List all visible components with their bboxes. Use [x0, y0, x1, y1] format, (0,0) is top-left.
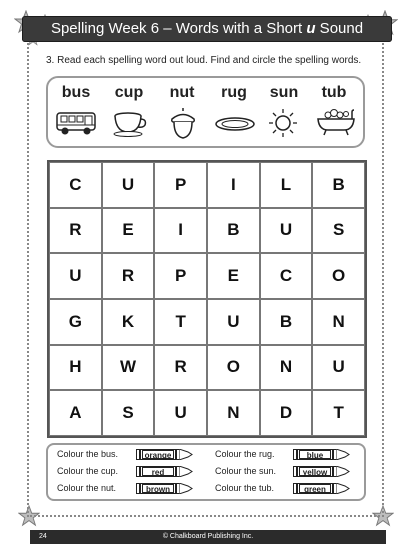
crayon-label: blue — [299, 450, 331, 459]
page-number: 24 — [39, 533, 47, 540]
word-rug: rug — [221, 84, 247, 101]
crayon-red — [136, 465, 194, 478]
grid-cell[interactable]: U — [102, 162, 155, 208]
crayon-blue — [293, 448, 351, 461]
grid-cell[interactable]: C — [49, 162, 102, 208]
grid-cell[interactable]: P — [154, 162, 207, 208]
grid-cell[interactable]: U — [49, 253, 102, 299]
grid-cell[interactable]: B — [312, 162, 365, 208]
instruction-text: 3. Read each spelling word out loud. Find and circle the spelling words. — [46, 55, 362, 66]
colour-instructions — [46, 443, 366, 501]
word-cup: cup — [114, 84, 144, 101]
grid-cell[interactable]: I — [154, 208, 207, 254]
crayon-label: orange — [142, 450, 174, 459]
crayon-label: brown — [142, 484, 174, 493]
grid-cell[interactable]: S — [312, 208, 365, 254]
cup-icon — [112, 108, 148, 138]
colour-instruction-text: Colour the bus. — [57, 449, 119, 459]
grid-cell[interactable]: K — [102, 299, 155, 345]
page-title — [22, 16, 392, 42]
grid-cell[interactable]: T — [312, 390, 365, 436]
crayon-label: yellow — [299, 467, 331, 476]
grid-cell[interactable]: S — [102, 390, 155, 436]
crayon-brown — [136, 482, 194, 495]
colour-instruction-text: Colour the tub. — [215, 483, 275, 493]
grid-cell[interactable]: R — [49, 208, 102, 254]
grid-cell[interactable]: C — [260, 253, 313, 299]
grid-cell[interactable]: R — [154, 345, 207, 391]
grid-cell[interactable]: B — [260, 299, 313, 345]
grid-cell[interactable]: W — [102, 345, 155, 391]
crayon-green — [293, 482, 351, 495]
grid-cell[interactable]: D — [260, 390, 313, 436]
crayon-label: red — [142, 467, 174, 476]
grid-cell[interactable]: O — [312, 253, 365, 299]
word-search-grid — [47, 160, 367, 438]
grid-cell[interactable]: U — [260, 208, 313, 254]
grid-cell[interactable]: U — [312, 345, 365, 391]
grid-cell[interactable]: U — [154, 390, 207, 436]
sun-icon — [266, 108, 300, 142]
grid-cell[interactable]: G — [49, 299, 102, 345]
colour-instruction-text: Colour the nut. — [57, 483, 117, 493]
grid-cell[interactable]: I — [207, 162, 260, 208]
title-letter: u — [306, 20, 316, 37]
grid-cell[interactable]: B — [207, 208, 260, 254]
grid-cell[interactable]: N — [207, 390, 260, 436]
tub-icon — [314, 108, 358, 138]
word-nut: nut — [169, 84, 195, 101]
grid-cell[interactable]: H — [49, 345, 102, 391]
grid-cell[interactable]: P — [154, 253, 207, 299]
word-bank — [46, 76, 365, 148]
grid-cell[interactable]: R — [102, 253, 155, 299]
grid-cell[interactable]: N — [312, 299, 365, 345]
crayon-yellow — [293, 465, 351, 478]
colour-instruction-text: Colour the sun. — [215, 466, 277, 476]
colour-instruction-text: Colour the cup. — [57, 466, 119, 476]
grid-cell[interactable]: U — [207, 299, 260, 345]
grid-cell[interactable]: A — [49, 390, 102, 436]
grid-cell[interactable]: T — [154, 299, 207, 345]
grid-cell[interactable]: L — [260, 162, 313, 208]
title-suffix: Sound — [315, 20, 364, 37]
page-footer — [30, 530, 386, 544]
nut-icon — [168, 108, 198, 140]
copyright-text: © Chalkboard Publishing Inc. — [162, 533, 254, 540]
crayon-label: green — [299, 484, 331, 493]
bus-icon — [54, 108, 100, 138]
grid-cell[interactable]: E — [207, 253, 260, 299]
word-bus: bus — [61, 84, 91, 101]
word-sun: sun — [269, 84, 299, 101]
title-prefix: Spelling Week 6 – Words with a Short — [50, 20, 307, 37]
rug-icon — [214, 108, 256, 138]
crayon-orange — [136, 448, 194, 461]
grid-cell[interactable]: E — [102, 208, 155, 254]
word-tub: tub — [321, 84, 347, 101]
colour-instruction-text: Colour the rug. — [215, 449, 275, 459]
grid-cell[interactable]: O — [207, 345, 260, 391]
grid-cell[interactable]: N — [260, 345, 313, 391]
